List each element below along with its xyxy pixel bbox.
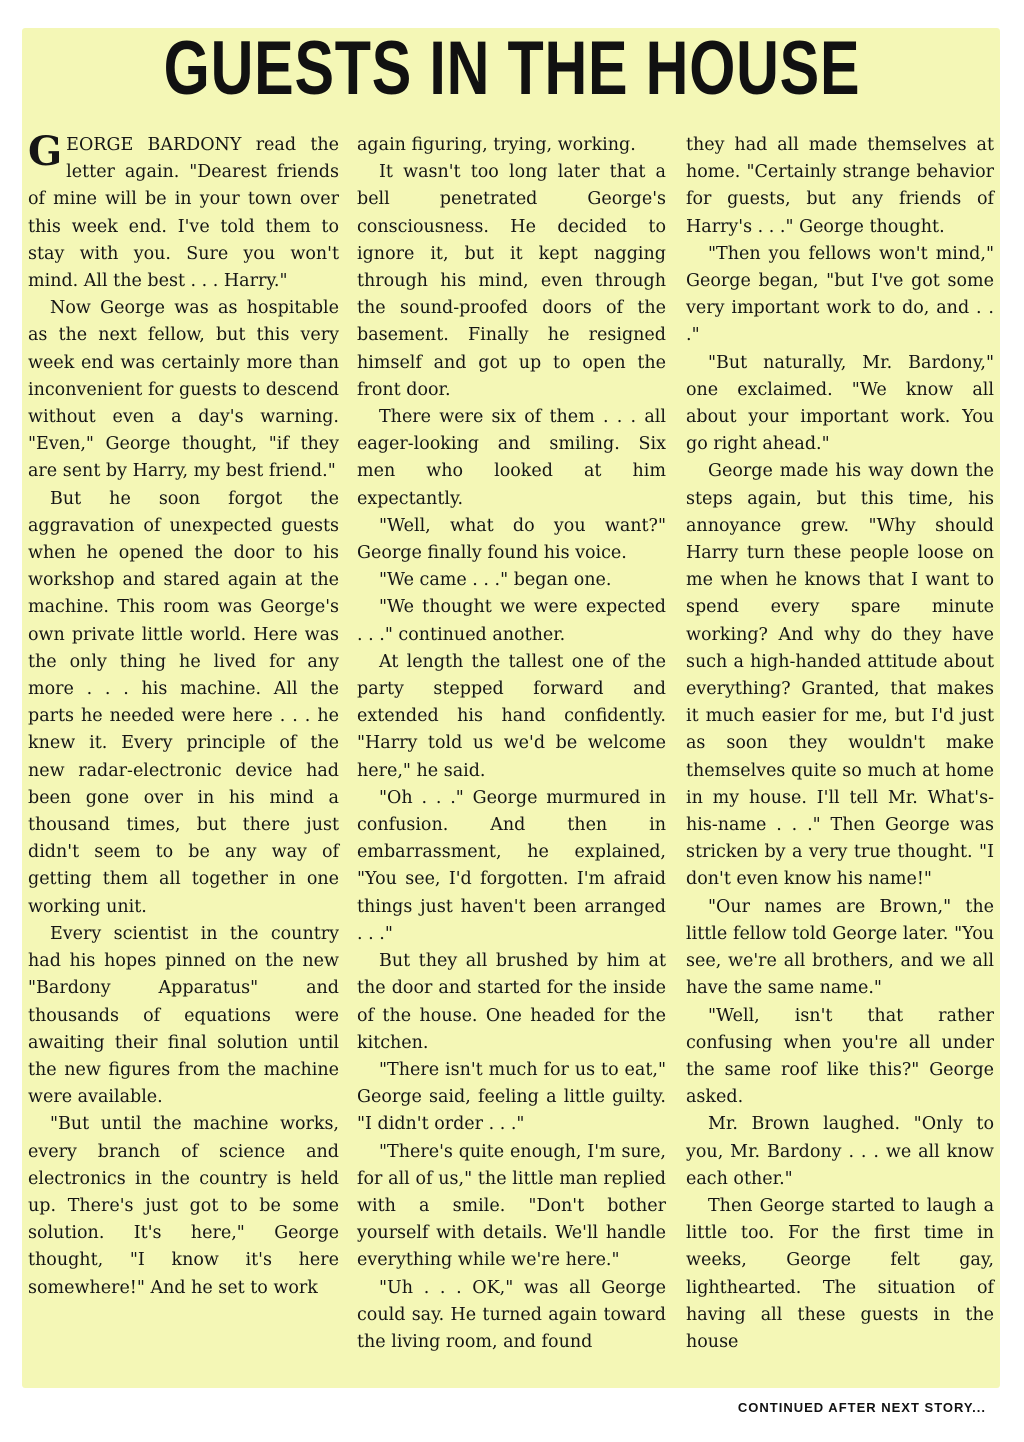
paragraph bbox=[28, 128, 339, 295]
paragraph bbox=[686, 241, 994, 350]
paragraph bbox=[357, 159, 666, 404]
paragraph bbox=[357, 1057, 666, 1139]
paragraph bbox=[357, 948, 666, 1057]
paragraph-text: "There isn't much for us to eat," George said, feeling a little guilty. "I didn't order . . ." bbox=[357, 1059, 666, 1135]
paragraph-text: At length the tallest one of the party stepped forward and extended his hand confidently. "Harry told us we'd be welcome here," he said. bbox=[357, 651, 666, 781]
paragraph-text: EORGE BARDONY read the letter again. "Dearest friends of mine will be in your town over this week end. I've told them to stay with you. Sure you won't mind. All the best . . . Harry." bbox=[28, 135, 339, 292]
paragraph bbox=[357, 1275, 666, 1357]
paragraph bbox=[357, 513, 666, 567]
paragraph-text: they had all made themselves at home. "Certainly strange behavior for guests, but any friends of Harry's . . ." George thought. bbox=[686, 135, 994, 237]
paragraph-text: "But naturally, Mr. Bardony," one exclaimed. "We know all about your important work. You go right ahead." bbox=[686, 352, 994, 455]
paragraph bbox=[686, 894, 994, 1003]
paragraph-text: Then George started to laugh a little too. For the first time in weeks, George felt gay, lighthearted. The situation of having all these guests in the house bbox=[686, 1195, 994, 1352]
paragraph-text: Now George was as hospitable as the next fellow, but this very week end was certainly more than inconvenient for guests to descend without even a day's warning. "Even," George thought, "if they are sent by Harry, my best friend." bbox=[28, 298, 339, 482]
paragraph-text: It wasn't too long later that a bell penetrated George's consciousness. He decided to ignore it, but it kept nagging through his mind, even through the sound-proofed doors of the basement. Finally he resigned himself and got up to open the front door. bbox=[357, 162, 666, 400]
paragraph-text: again figuring, trying, working. bbox=[357, 135, 636, 155]
paragraph bbox=[686, 350, 994, 459]
story-title: GUESTS IN THE HOUSE bbox=[163, 26, 861, 111]
paragraph bbox=[686, 458, 994, 893]
paragraph bbox=[28, 295, 339, 485]
paragraph bbox=[357, 132, 666, 159]
paragraph-text: "Oh . . ." George murmured in confusion. And then in embarrassment, he explained, "You see, I'd forgotten. I'm afraid things just haven't been arranged . . ." bbox=[357, 787, 666, 944]
paragraph-text: Mr. Brown laughed. "Only to you, Mr. Bardony . . . we all know each other." bbox=[686, 1114, 994, 1189]
paragraph-text: "There's quite enough, I'm sure, for all of us," the little man replied with a smile. "Don't bother yourself with details. We'll handle everything while we're here." bbox=[357, 1141, 666, 1271]
paragraph-text: "Uh . . . OK," was all George could say. He turned again toward the living room, and found bbox=[357, 1277, 666, 1352]
paragraph bbox=[357, 594, 666, 648]
paragraph bbox=[357, 785, 666, 948]
paragraph bbox=[686, 1193, 994, 1356]
paragraph-text: "Well, what do you want?" George finally found his voice. bbox=[357, 515, 666, 564]
paragraph-text: George made his way down the steps again, but this time, his annoyance grew. "Why should Harry turn these people loose on me when he knows that I want to spend every spare minute working? And why do they have such a high-handed attitude about everything? Granted, that makes it much easier for me, but I'd just as soon they wouldn't make themselves quite so much at home in my house. I'll tell Mr. What's-his-name . . ." Then George was stricken by a very true thought. "I don't even know his name!" bbox=[686, 461, 994, 890]
paragraph bbox=[686, 132, 994, 241]
text-column-3 bbox=[686, 132, 994, 1356]
paragraph-text: "But until the machine works, every branch of science and electronics in the country is held up. There's just got to be some solution. It's here," George thought, "I know it's here somewhere!" And he set to work bbox=[28, 1114, 339, 1298]
paragraph bbox=[28, 486, 339, 921]
paragraph-text: "Our names are Brown," the little fellow told George later. "You see, we're all brothers, and we all have the same name." bbox=[686, 896, 994, 999]
paragraph-text: "Then you fellows won't mind," George began, "but I've got some very important work to do, and . . ." bbox=[686, 243, 994, 346]
paragraph bbox=[28, 921, 339, 1111]
paragraph bbox=[28, 1111, 339, 1301]
paragraph bbox=[357, 1139, 666, 1275]
paragraph bbox=[357, 649, 666, 785]
paragraph-text: "Well, isn't that rather confusing when you're all under the same roof like this?" George asked. bbox=[686, 1005, 994, 1108]
paragraph-text: There were six of them . . . all eager-looking and smiling. Six men who looked at him expectantly. bbox=[357, 407, 666, 509]
paragraph-text: But he soon forgot the aggravation of unexpected guests when he opened the door to his workshop and stared again at the machine. This room was George's own private little world. Here was the only thing he lived for any more . . . his machine. All the parts he needed were here . . . he knew it. Every principle of the new radar-electronic device had been gone over in his mind a thousand times, but there just didn't seem to be any way of getting them all together in one working unit. bbox=[28, 488, 339, 917]
paragraph-text: Every scientist in the country had his hopes pinned on the new "Bardony Apparatus" and thousands of equations were awaiting their final solution until the new figures from the machine were available. bbox=[28, 923, 339, 1108]
paragraph bbox=[357, 404, 666, 513]
text-column-1 bbox=[28, 128, 339, 1302]
paragraph-text: "We thought we were expected . . ." continued another. bbox=[357, 597, 666, 645]
text-column-2 bbox=[357, 132, 666, 1356]
continued-note: CONTINUED AFTER NEXT STORY... bbox=[737, 1400, 986, 1415]
paragraph-text: But they all brushed by him at the door and started for the inside of the house. One headed for the kitchen. bbox=[357, 951, 666, 1053]
paragraph bbox=[357, 567, 666, 594]
drop-cap: G bbox=[28, 128, 63, 175]
paragraph bbox=[686, 1111, 994, 1193]
paragraph-text: "We came . . ." began one. bbox=[379, 570, 612, 591]
paragraph bbox=[686, 1003, 994, 1112]
